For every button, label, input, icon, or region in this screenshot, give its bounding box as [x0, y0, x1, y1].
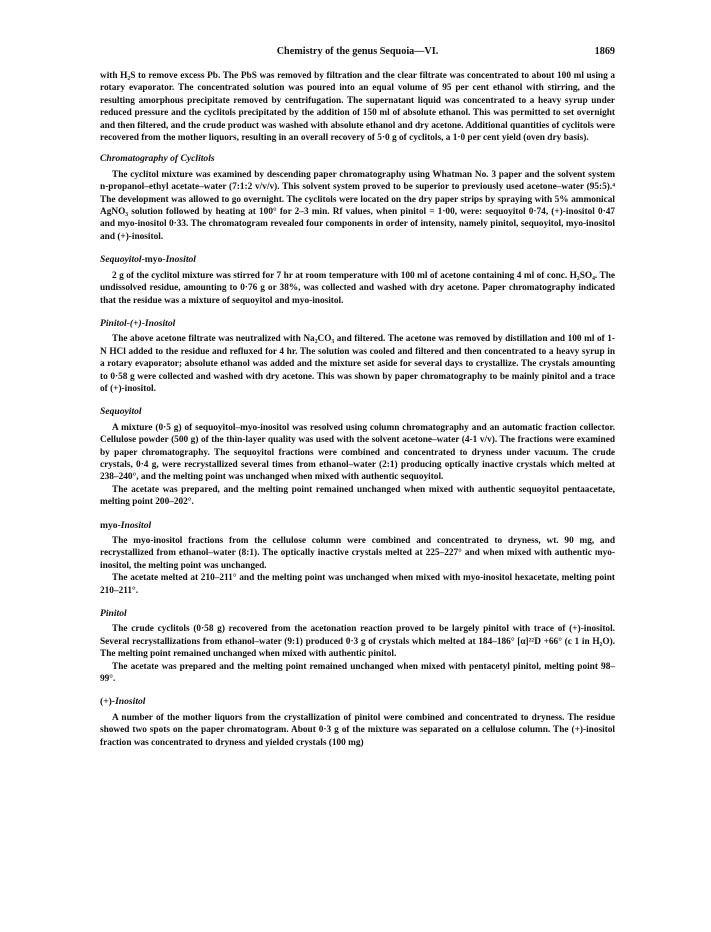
heading-part: Inositol [115, 696, 146, 708]
paragraph-plus-inositol: A number of the mother liquors from the crystallization of pinitol were combined and concentrated to dryness. The residue showed two spots on the paper chromatogram. About 0·3 g of the mixture was separated on a cellulose column. The (+)-inositol fraction was concentrated to dryness and yielded crystals (100 mg) [100, 712, 615, 748]
section-heading-plus-inositol [100, 696, 615, 708]
paragraph-intro: with H₂S to remove excess Pb. The PbS was removed by filtration and the clear filtrate was concentrated to about 100 ml using a rotary evaporator. The concentrated solution was poured into an equal volume of 95 per cent ethanol with stirring, and the resulting amorphous precipitate removed by centrifugation. The supernatant liquid was concentrated to a heavy syrup under reduced pressure and the cyclitols precipitated by the addition of 150 ml of absolute ethanol. This was permitted to set overnight and then filtered, and the crude product was washed with absolute ethanol and dry acetone. Additional quantities of cyclitols were recovered from the mother liquors, resulting in an overall recovery of 5·0 g of cyclitols, a 1·0 per cent yield (oven dry basis). [100, 71, 615, 144]
heading-part: Sequoyitol- [100, 254, 145, 266]
section-heading-pinitol: Pinitol [100, 608, 127, 620]
paragraph-pinitol-2: The acetate was prepared and the melting point remained unchanged when mixed with pentacetyl pinitol, melting point 98–99°. [100, 661, 615, 685]
paragraph-sequoyitol-2: The acetate was prepared, and the melting point remained unchanged when mixed with authentic sequoyitol pentaacetate, melting point 200–202°. [100, 484, 615, 508]
section-heading-sequoyitol-myo-inositol [100, 254, 615, 266]
section-heading-sequoyitol: Sequoyitol [100, 406, 142, 418]
paragraph-myo-inositol-1: The myo-inositol fractions from the cellulose column were combined and concentrated to dryness, wt. 90 mg, and recrystallized from ethanol–water (8:1). The optically inactive crystals melted at 225–227° and when mixed with authentic myo-inositol, the melting point was unchanged. [100, 536, 615, 571]
section-heading-pinitol-inositol: Pinitol-(+)-Inositol [100, 317, 176, 329]
heading-part: myo- [100, 519, 121, 531]
paragraph-sequoyitol-1: A mixture (0·5 g) of sequoyitol–myo-inositol was resolved using column chromatography and an automatic fraction collector. Cellulose powder (500 g) of the thin-layer quality was used with the solvent acetone–water (4-1 v/v). The fractions were examined by paper chromatography. The sequoyitol fractions were combined and concentrated to dryness under vacuum. The crude crystals, 0·4 g, were recrystallized several times from ethanol–water (2:1) producing optically inactive crystals which melted at 238–240°, and the melting point was unchanged when mixed with authentic sequoyitol. [100, 422, 615, 483]
paragraph-chromatography: The cyclitol mixture was examined by descending paper chromatography using Whatman No. 3 paper and the solvent system n-propanol–ethyl acetate–water (7:1:2 v/v/v). This solvent system proved to be superior to previously used acetone–water (95:5).⁴ The development was allowed to go overnight. The cyclitols were located on the dry paper strips by spraying with 5% ammonical AgNO₃ solution followed by heating at 100° for 2–3 min. Rf values, when pinitol = 1·00, were: sequoyitol 0·74, (+)-inositol 0·47 and myo-inositol 0·33. The chromatogram revealed four components in order of intensity, namely pinitol, sequoyitol, myo-inositol and (+)-inositol. [100, 169, 615, 242]
section-heading-myo-inositol [100, 520, 615, 532]
heading-part: -Inositol [162, 254, 196, 266]
section-heading-chromatography: Chromatography of Cyclitols [100, 153, 215, 165]
paragraph-myo-inositol-2: The acetate melted at 210–211° and the melting point was unchanged when mixed with myo-inositol hexacetate, melting point 210–211°. [100, 573, 615, 596]
running-title: Chemistry of the genus Sequoia—VI. [276, 46, 439, 57]
page-header [100, 46, 615, 60]
heading-part: (+)- [100, 696, 116, 708]
page-number: 1869 [594, 46, 615, 57]
paragraph-sequoyitol-myo-inositol: 2 g of the cyclitol mixture was stirred for 7 hr at room temperature with 100 ml of acetone containing 4 ml of conc. H₂SO₄. The undissolved residue, amounting to 0·76 g or 38%, was collected and washed with dry acetone. Paper chromatography indicated that the residue was a mixture of sequoyitol and myo-inositol. [100, 270, 615, 306]
paragraph-pinitol-inositol: The above acetone filtrate was neutralized with Na₂CO₃ and filtered. The acetone was removed by distillation and 100 ml of 1-N HCl added to the residue and refluxed for 4 hr. The solution was cooled and filtered and then concentrated to a heavy syrup in a rotary evaporator; absolute ethanol was added and the mixture set aside for several days to crystallize. The crystals amounting to 0·58 g were collected and washed with dry acetone. This was shown by paper chromatography to be mainly pinitol and a trace of (+)-inositol. [100, 334, 615, 394]
heading-part: myo [144, 254, 163, 266]
article-body [100, 70, 615, 749]
paragraph-pinitol-1: The crude cyclitols (0·58 g) recovered from the acetonation reaction proved to be largely pinitol with trace of (+)-inositol. Several recrystallizations from ethanol–water (9:1) produced 0·3 g of crystals which melted at 184–186° [α]²²D +66° (c 1 in H₂O). The melting point remained unchanged when mixed with authentic pinitol. [100, 624, 615, 660]
heading-part: Inositol [120, 519, 152, 531]
